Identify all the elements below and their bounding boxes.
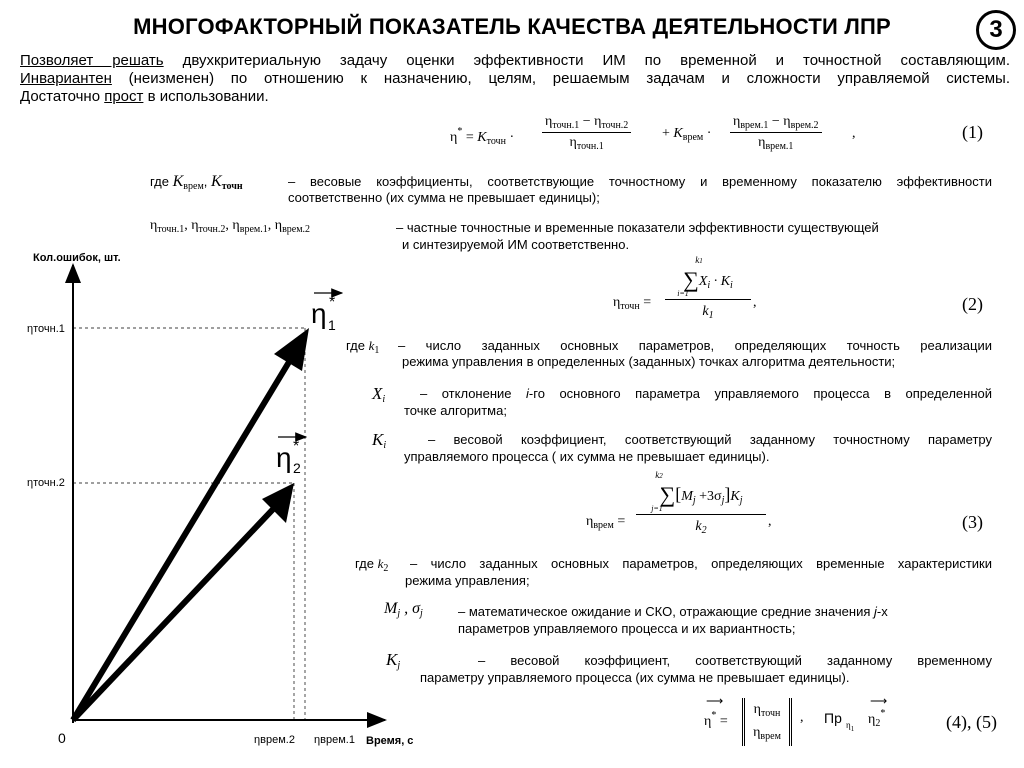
xi-sub: i xyxy=(382,394,386,405)
eq1-frac-1: $\eta_{точн.1} - \eta_{точн.2}$ $\eta_{точн.1}$ xyxy=(542,114,631,152)
eq1-k2: K xyxy=(673,126,683,141)
mj-definition-1 xyxy=(458,604,888,620)
mj-symbol: $M_j$ , $\sigma_j$ xyxy=(384,600,423,619)
equation-4-5-number: (4), (5) xyxy=(946,712,997,732)
eta2-star: * xyxy=(293,438,300,455)
weights-k: K xyxy=(172,173,184,190)
ki-definition-1: – весовой коэффициент, соответствующий заданному точностному параметру xyxy=(428,432,992,447)
xi-def-i: i xyxy=(526,386,529,401)
eq1-f1-eta-a: η xyxy=(545,114,553,129)
equation-4-5: ⟶ η* = $\eta_{точн}$ $\eta_{врем}$ , Пр $\eta_1$ ⟶ $\eta_2^*$ xyxy=(700,696,920,754)
eq2-eta-sub: точн xyxy=(620,301,640,312)
y-tick-tochn2: ηточн.2 xyxy=(27,477,65,489)
eq1-f1-sub-b: точн.2 xyxy=(601,120,629,131)
p-eta-4: η xyxy=(274,218,283,233)
ki-definition-2: управляемого процесса ( их сумма не превышает единицы). xyxy=(404,449,770,464)
intro-line-1 xyxy=(20,52,1010,70)
eq1-f2-eta-c: η xyxy=(758,135,766,150)
intro-rest-3: в использовании. xyxy=(143,88,269,105)
origin-label: 0 xyxy=(58,730,66,746)
eq4-star: * xyxy=(711,710,717,721)
eq5-pr: Пр xyxy=(824,710,842,726)
vector-eta1-head xyxy=(274,328,309,371)
intro-underlined-2: Инвариантен xyxy=(20,70,112,87)
eq4-sub-a: точн xyxy=(760,708,781,719)
mj-m: M xyxy=(384,600,398,617)
p-eta-3: η xyxy=(232,218,240,233)
y-axis-label: Кол.ошибок, шт. xyxy=(33,252,121,264)
kj-definition-1: – весовой коэффициент, соответствующий заданному временному xyxy=(478,653,992,668)
eta1-star: * xyxy=(329,294,336,311)
x-tick-vrem1: ηврем.1 xyxy=(314,734,355,746)
eq1-f2-sub-a: врем.1 xyxy=(740,120,769,131)
intro-line-2 xyxy=(20,70,1010,88)
eq3-k: K xyxy=(730,489,740,504)
eq5-eta: η xyxy=(868,712,876,727)
eq1-f1-eta-c: η xyxy=(569,135,577,150)
k1-definition-1: – число заданных основных параметров, определяющих точность реализации xyxy=(398,338,992,353)
eq4-norm xyxy=(742,698,792,746)
xi-def-a: – отклонение xyxy=(420,386,527,401)
eq3-m: M xyxy=(681,489,693,504)
mj-def-b: -х xyxy=(876,604,888,619)
eq1-f1-eta-b: η xyxy=(594,114,602,129)
equation-2: $\eta_{точн}$ = k1 $\sum X_i \cdot K_i$ i=1 $k_1$ , xyxy=(613,255,757,321)
weights-definition: – весовые коэффициенты, соответствующие точностному и временному показателю эффективности соответственно (их сумма не превышает единицы); xyxy=(288,174,992,205)
mj-def-j: j xyxy=(874,604,877,619)
eq3-den-k: k xyxy=(695,519,702,534)
eq2-x-sub: i xyxy=(707,280,711,291)
xi-definition-2: точке алгоритма; xyxy=(404,403,507,418)
eq1-f2-sub-b: врем.2 xyxy=(790,120,819,131)
eq3-numerator: k2 $\sum[M_j +3\sigma_j]K_j$ j=1 $k_2$ xyxy=(636,470,766,536)
eq2-x: X xyxy=(698,274,708,289)
weights-where: где $K_{врем}$, $K_{точн}$ xyxy=(150,173,243,192)
eq4-eta: η xyxy=(704,714,712,729)
xi-x: X xyxy=(372,384,383,403)
p-eta-2: η xyxy=(191,218,199,233)
k1-where: где $k_1$ xyxy=(346,338,380,356)
y-tick-tochn1: ηточн.1 xyxy=(27,323,65,335)
mj-sigma-sub: j xyxy=(420,608,423,619)
eq2-numerator: k1 $\sum X_i \cdot K_i$ i=1 $k_1$ xyxy=(665,255,751,321)
p-sub-3: врем.1 xyxy=(239,224,268,235)
x-tick-vrem2: ηврем.2 xyxy=(254,734,295,746)
equation-1: $\eta^* = K_{точн}$ · $\eta_{точн.1} - \eta_{точн.2}$ $\eta_{точн.1}$ + $K_{врем}$ · $\eta_{врем.1} - \eta_{врем.2}$ $\eta_{врем.1}$ , xyxy=(450,114,856,152)
eq2-upper-k: k xyxy=(695,255,700,265)
eq4-eta-b: η xyxy=(753,725,761,740)
eta2-sub: 2 xyxy=(293,460,301,476)
weights-k2: K xyxy=(211,173,222,190)
ki-sub: i xyxy=(383,440,387,451)
intro-rest-1: двухкритериальную задачу оценки эффективности ИМ по временной и точностной составляющим. xyxy=(163,52,1010,69)
xi-def-b: -го основного параметра управляемого процесса в определенной xyxy=(528,386,992,401)
intro-prefix-3: Достаточно xyxy=(20,88,105,105)
vector-eta2-shaft xyxy=(73,505,277,720)
eq1-k-sub: точн xyxy=(486,136,506,147)
eq5-sub-eta: η xyxy=(846,720,851,730)
equation-1-number: (1) xyxy=(962,122,983,142)
mj-definition-2: параметров управляемого процесса и их вариантность; xyxy=(458,621,796,636)
gde-2: где xyxy=(346,338,365,353)
eq3-sigma: σ xyxy=(714,489,722,504)
eq3-m-sub: j xyxy=(692,495,696,506)
eq1-f1-sub-c: точн.1 xyxy=(576,141,604,152)
eq2-den-k: k xyxy=(702,304,709,319)
intro-line-3 xyxy=(20,88,1010,106)
eq1-f1-sub-a: точн.1 xyxy=(552,120,580,131)
eq1-star: * xyxy=(457,126,463,137)
intro-underlined-1: Позволяет решать xyxy=(20,52,164,69)
eq3-eta: η xyxy=(586,514,594,529)
kj-definition-2: параметру управляемого процесса (их сумма не превышает единицы). xyxy=(420,670,850,685)
eq4-sub-b: врем xyxy=(760,731,781,742)
eq3-upper-k: k xyxy=(655,470,660,480)
eq2-k: K xyxy=(720,274,731,289)
vector-diagram xyxy=(0,245,440,760)
p-eta-1: η xyxy=(150,218,158,233)
eta1-sub: 1 xyxy=(328,317,336,333)
gde-3: где xyxy=(355,556,374,571)
eq1-frac-2: $\eta_{врем.1} - \eta_{врем.2}$ $\eta_{врем.1}$ xyxy=(730,114,822,152)
eq1-f2-sub-c: врем.1 xyxy=(765,141,794,152)
eq3-sigma-sub: j xyxy=(721,495,725,506)
k2-definition-1: – число заданных основных параметров, определяющих временные характеристики xyxy=(410,556,992,571)
partial-symbols: $\eta_{точн.1}$, $\eta_{точн.2}$, $\eta_{врем.1}$, $\eta_{врем.2}$ xyxy=(150,218,311,235)
vector-eta1-shaft xyxy=(73,357,292,720)
equation-2-number: (2) xyxy=(962,294,983,314)
eq5-star: * xyxy=(880,708,886,719)
eq1-k2-sub: врем xyxy=(682,132,704,143)
k1-definition-2: режима управления в определенных (заданных) точках алгоритма деятельности; xyxy=(402,354,896,369)
eq2-eta: η xyxy=(613,295,621,310)
eq2-k-sub: i xyxy=(730,280,733,291)
intro-text xyxy=(20,52,1010,106)
equation-3: $\eta_{врем}$ = k2 $\sum[M_j +3\sigma_j]K_j$ j=1 $k_2$ , xyxy=(586,470,772,536)
slide-number-badge: 3 xyxy=(976,10,1016,50)
eq3-eta-sub: врем xyxy=(593,520,614,531)
kj-k: K xyxy=(386,650,398,669)
partial-definition-2: и синтезируемой ИМ соответственно. xyxy=(402,237,630,252)
eta2-label: η xyxy=(276,442,292,473)
k2-definition-2: режима управления; xyxy=(405,573,530,588)
p-sub-2: точн.2 xyxy=(198,224,226,235)
weights-k-sub: врем xyxy=(183,181,204,192)
partial-definition-1: – частные точностные и временные показатели эффективности существующей xyxy=(396,220,879,235)
intro-rest-2: (неизменен) по отношению к назначению, целям, решаемым задачам и сложности управляемой системы. xyxy=(111,70,1010,87)
eq1-f2-eta-b: η xyxy=(783,114,791,129)
x-axis-label: Время, с xyxy=(366,735,414,747)
intro-underlined-3: прост xyxy=(104,88,144,105)
kj-sub: j xyxy=(397,660,401,671)
eq4-eta-a: η xyxy=(753,702,761,717)
k2-symbol: k xyxy=(377,556,384,571)
p-sub-4: врем.2 xyxy=(282,224,311,235)
ki-k: K xyxy=(372,430,384,449)
p-sub-1: точн.1 xyxy=(157,224,185,235)
k2-where: где $k_2$ xyxy=(355,556,389,574)
gde-1: где xyxy=(150,174,169,189)
mj-sub: j xyxy=(397,608,401,619)
eq1-k: K xyxy=(477,130,487,145)
weights-k2-sub: точн xyxy=(221,181,243,192)
mj-sigma: σ xyxy=(412,600,420,617)
mj-def-a: – математическое ожидание и СКО, отражающие средние значения xyxy=(458,604,874,619)
k1-symbol: k xyxy=(368,338,375,353)
eq3-k-sub: j xyxy=(739,495,743,506)
xi-definition-1 xyxy=(420,386,992,402)
eq1-eta: η xyxy=(450,130,458,145)
eq1-f2-eta-a: η xyxy=(733,114,741,129)
equation-3-number: (3) xyxy=(962,512,983,532)
eta1-label: η xyxy=(311,298,327,329)
page-title: МНОГОФАКТОРНЫЙ ПОКАЗАТЕЛЬ КАЧЕСТВА ДЕЯТЕЛЬНОСТИ ЛПР xyxy=(133,14,891,39)
